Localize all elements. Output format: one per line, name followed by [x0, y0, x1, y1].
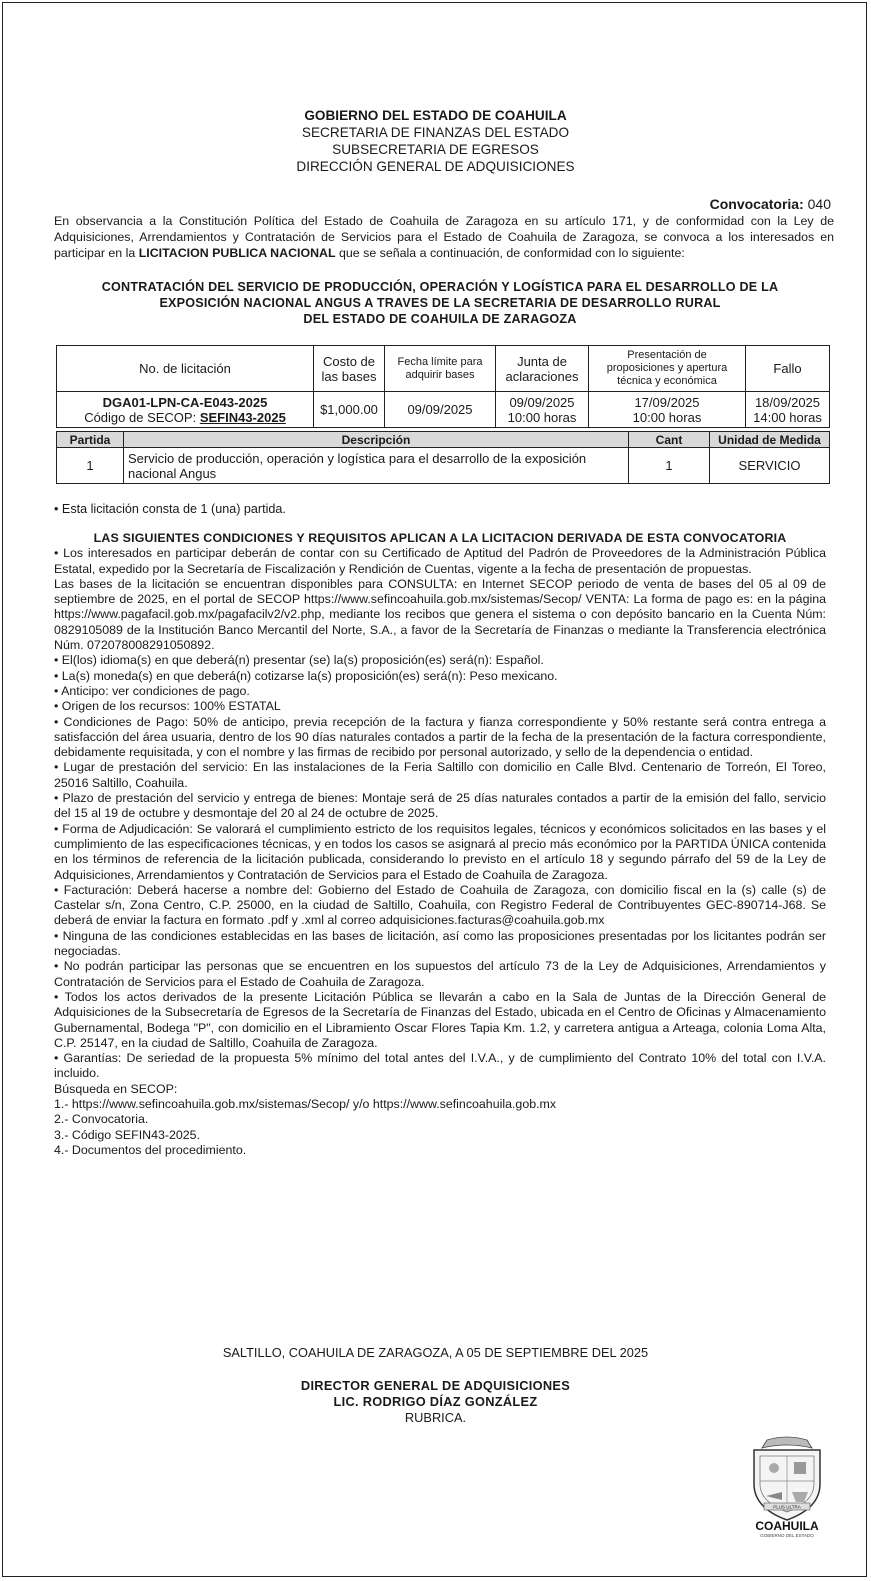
licitacion-number: DGA01-LPN-CA-E043-2025	[102, 394, 268, 410]
tender-title-line: DEL ESTADO DE COAHUILA DE ZARAGOZA	[303, 312, 577, 326]
condition-paragraph: • Condiciones de Pago: 50% de anticipo, previa recepción de la factura y fianza correspondiente y 50% restante será contra entrega a satisfacción del área usuaria, dentro de los 90 días naturales contados a partir de la fecha de la presentación de la factura correspondiente, debidamente requisitada, y con el nombre y las firmas de recibido por personal autorizado, y sello de la dependencia o entidad.	[54, 715, 826, 761]
table-header-row	[57, 346, 830, 392]
col-cant: Cant	[629, 432, 710, 448]
table-row	[57, 448, 830, 484]
condition-paragraph: • Origen de los recursos: 100% ESTATAL	[54, 699, 826, 714]
header-subsecretaria: SUBSECRETARIA DE EGRESOS	[332, 142, 539, 157]
condition-paragraph: • Ninguna de las condiciones establecidas en las bases de licitación, así como las proposiciones presentadas por los licitantes podrán ser negociadas.	[54, 929, 826, 960]
signer-name: LIC. RODRIGO DÍAZ GONZÁLEZ	[333, 1394, 538, 1409]
col-junta: Junta de aclaraciones	[496, 346, 589, 392]
condition-paragraph: • Lugar de prestación del servicio: En las instalaciones de la Feria Saltillo con domicilio en Calle Blvd. Centenario de Torreón, El Toreo, 25016 Saltillo, Coahuila.	[54, 760, 826, 791]
busqueda-label: Búsqueda en SECOP:	[54, 1081, 178, 1096]
condition-paragraph: • Todos los actos derivados de la presente Licitación Pública se llevarán a cabo en la Sala de Juntas de la Dirección General de Adquisiciones de la Subsecretaría de Egresos de la Secretaría de Finanzas del Estado, ubicada en el Centro de Oficinas y Almacenamiento Gubernamental, Bodega "P", con domicilio en el Libramiento Oscar Flores Tapia Km. 1.2, y carretera antigua a Arteaga, colonia Loma Alta, C.P. 25147, en la ciudad de Saltillo, Coahuila de Zaragoza.	[54, 990, 826, 1051]
condition-paragraph: • Los interesados en participar deberán de contar con su Certificado de Aptitud del Padrón de Proveedores de la Administración Pública Estatal, expedido por la Secretaría de Fiscalización y Rendición de Cuentas, vigente a la fecha de presentación de propuestas.	[54, 546, 826, 577]
col-costo: Costo de las bases	[314, 346, 385, 392]
fallo-time: 14:00 horas	[753, 409, 822, 425]
col-unidad: Unidad de Medida	[710, 432, 830, 448]
header-direccion: DIRECCIÓN GENERAL DE ADQUISICIONES	[296, 159, 575, 174]
intro-bold: LICITACION PUBLICA NACIONAL	[138, 246, 336, 260]
condition-paragraph: • No podrán participar las personas que se encuentren en los supuestos del artículo 73 de la Ley de Adquisiciones, Arrendamientos y Contratación de Servicios para el Estado de Coahuila de Zaragoza.	[54, 959, 826, 990]
partida-note-text: Esta licitación consta de 1 (una) partida.	[61, 502, 286, 516]
cell-descripcion: Servicio de producción, operación y logística para el desarrollo de la exposición nacional Angus	[124, 448, 629, 484]
tender-title	[50, 279, 830, 327]
place-date: SALTILLO, COAHUILA DE ZARAGOZA, A 05 DE SEPTIEMBRE DEL 2025	[222, 1345, 649, 1360]
condition-paragraph: • Facturación: Deberá hacerse a nombre del: Gobierno del Estado de Coahuila de Zaragoza, con domicilio fiscal en la (s) calle (s) de Castelar s/n, Zona Centro, C.P. 25000, en la ciudad de Saltillo, Coahuila, con Registro Federal de Contribuyentes GEC-890714-J68. Se deberá de enviar la factura en formato .pdf y .xml al correo adquisiciones.facturas@coahuila.gob.mx	[54, 883, 826, 929]
tender-title-line: EXPOSICIÓN NACIONAL ANGUS A TRAVES DE LA SECRETARIA DE DESARROLLO RURAL	[159, 296, 721, 310]
rubrica: RUBRICA.	[404, 1410, 467, 1425]
col-licitacion: No. de licitación	[57, 346, 314, 392]
tender-title-line: CONTRATACIÓN DEL SERVICIO DE PRODUCCIÓN, OPERACIÓN Y LOGÍSTICA PARA EL DESARROLLO DE LA	[101, 280, 779, 294]
header-secretaria: SECRETARIA DE FINANZAS DEL ESTADO	[301, 125, 570, 140]
condition-paragraph: • Forma de Adjudicación: Se valorará el cumplimiento estricto de los requisitos legales, técnicos y económicos solicitados en las bases y el cumplimiento de las especificaciones técnicas, y en todos los casos se asignará al precio más económico por la PARTIDA ÚNICA contenida en los términos de referencia de la licitación publicada, considerando lo previsto en el artículo 18 y segundo párrafo del 59 de la Ley de Adquisiciones, Arrendamientos y Contratación de Servicios para el Estado de Coahuila de Zaragoza.	[54, 822, 826, 883]
condition-paragraph: • El(los) idioma(s) en que deberá(n) presentar (se) la(s) proposición(es) será(n): Español.	[54, 653, 826, 668]
cell-costo: $1,000.00	[314, 392, 385, 428]
conditions-section	[54, 531, 826, 1158]
secop-code: SEFIN43-2025	[199, 409, 286, 425]
conditions-heading: LAS SIGUIENTES CONDICIONES Y REQUISITOS APLICAN A LA LICITACION DERIVADA DE ESTA CONVOCATORIA	[93, 531, 787, 545]
col-descripcion: Descripción	[124, 432, 629, 448]
junta-time: 10:00 horas	[507, 409, 577, 425]
col-fallo: Fallo	[746, 346, 830, 392]
logo-subtext: GOBIERNO DEL ESTADO	[760, 1533, 814, 1538]
condition-paragraph: • Plazo de prestación del servicio y entrega de bienes: Montaje será de 25 días naturales contados a partir de la emisión del fallo, servicio del 15 al 19 de octubre y desmontaje del 20 al 24 de octubre de 2025.	[54, 791, 826, 822]
logo-text: COAHUILA	[755, 1519, 819, 1533]
coahuila-logo	[742, 1434, 832, 1539]
intro-text-1: En observancia a la Constitución Política del Estado de Coahuila de Zaragoza en su artículo 171, y de conformidad con la Ley de Adquisiciones, Arrendamientos y Contratación de Servicios para el Estado de Coahuila de Zaragoza, se convoca a los interesados en participar en la	[54, 214, 834, 260]
table-header-row	[57, 432, 830, 448]
cell-fallo	[746, 392, 830, 428]
convocatoria-label: Convocatoria:	[709, 196, 804, 212]
partida-note	[54, 502, 286, 516]
busqueda-item: 3.- Código SEFIN43-2025.	[54, 1127, 201, 1142]
secop-label: Código de SECOP:	[84, 409, 200, 425]
cell-unidad: SERVICIO	[710, 448, 830, 484]
signature-block	[0, 1378, 871, 1426]
condition-paragraph: Las bases de la licitación se encuentran disponibles para CONSULTA: en Internet SECOP periodo de venta de bases del 05 al 09 de septiembre de 2025, en el portal de SECOP https://www.sefincoahuila.gob.mx/sistemas/Secop/ VENTA: La forma de pago es: en la página https://www.pagafacil.gob.mx/pagafacilv2/v2.php, mediante los recibos que genera el sistema o con depósito bancario en la Cuenta Núm: 0829105089 de la Institución Banco Mercantil del Norte, S.A., a favor de la Secretaría de Finanzas o mediante la Transferencia electrónica Núm. 072078008291050892.	[54, 576, 826, 653]
col-partida: Partida	[57, 432, 124, 448]
intro-paragraph	[54, 213, 834, 261]
cell-partida: 1	[57, 448, 124, 484]
cell-junta	[496, 392, 589, 428]
condition-paragraph: • Garantías: De seriedad de la propuesta 5% mínimo del total antes del I.V.A., y de cumplimiento del Contrato 10% del total con I.V.A. incluido.	[54, 1051, 826, 1082]
partidas-table	[56, 431, 830, 484]
convocatoria-number	[710, 196, 831, 212]
logo-banner: PLUS ULTRA	[773, 1504, 801, 1510]
busqueda-item: 2.- Convocatoria.	[54, 1112, 149, 1127]
busqueda-item: 1.- https://www.sefincoahuila.gob.mx/sistemas/Secop/ y/o https://www.sefincoahuila.gob.mx	[54, 1096, 557, 1111]
cell-fecha-limite: 09/09/2025	[385, 392, 496, 428]
col-presentacion: Presentación de proposiciones y apertura técnica y económica	[589, 346, 746, 392]
presentacion-date: 17/09/2025	[634, 394, 700, 410]
cell-cant: 1	[629, 448, 710, 484]
junta-date: 09/09/2025	[509, 394, 575, 410]
header-government: GOBIERNO DEL ESTADO DE COAHUILA	[304, 108, 567, 123]
signer-title: DIRECTOR GENERAL DE ADQUISICIONES	[300, 1378, 571, 1393]
fallo-date: 18/09/2025	[754, 394, 821, 410]
table-row	[57, 392, 830, 428]
cell-presentacion	[589, 392, 746, 428]
condition-paragraph: • Anticipo: ver condiciones de pago.	[54, 684, 826, 699]
busqueda-item: 4.- Documentos del procedimiento.	[54, 1142, 247, 1157]
col-fecha-limite: Fecha límite para adquirir bases	[385, 346, 496, 392]
cell-licitacion	[57, 392, 314, 428]
secop-code-line	[60, 410, 310, 425]
presentacion-time: 10:00 horas	[632, 409, 702, 425]
tender-schedule-table	[56, 345, 830, 428]
condition-paragraph: • La(s) moneda(s) en que deberá(n) cotizarse la(s) proposición(es) será(n): Peso mexicano.	[54, 669, 826, 684]
convocatoria-value: 040	[807, 196, 831, 212]
intro-text-2: que se señala a continuación, de conformidad con lo siguiente:	[335, 246, 685, 260]
document-header	[0, 107, 871, 175]
